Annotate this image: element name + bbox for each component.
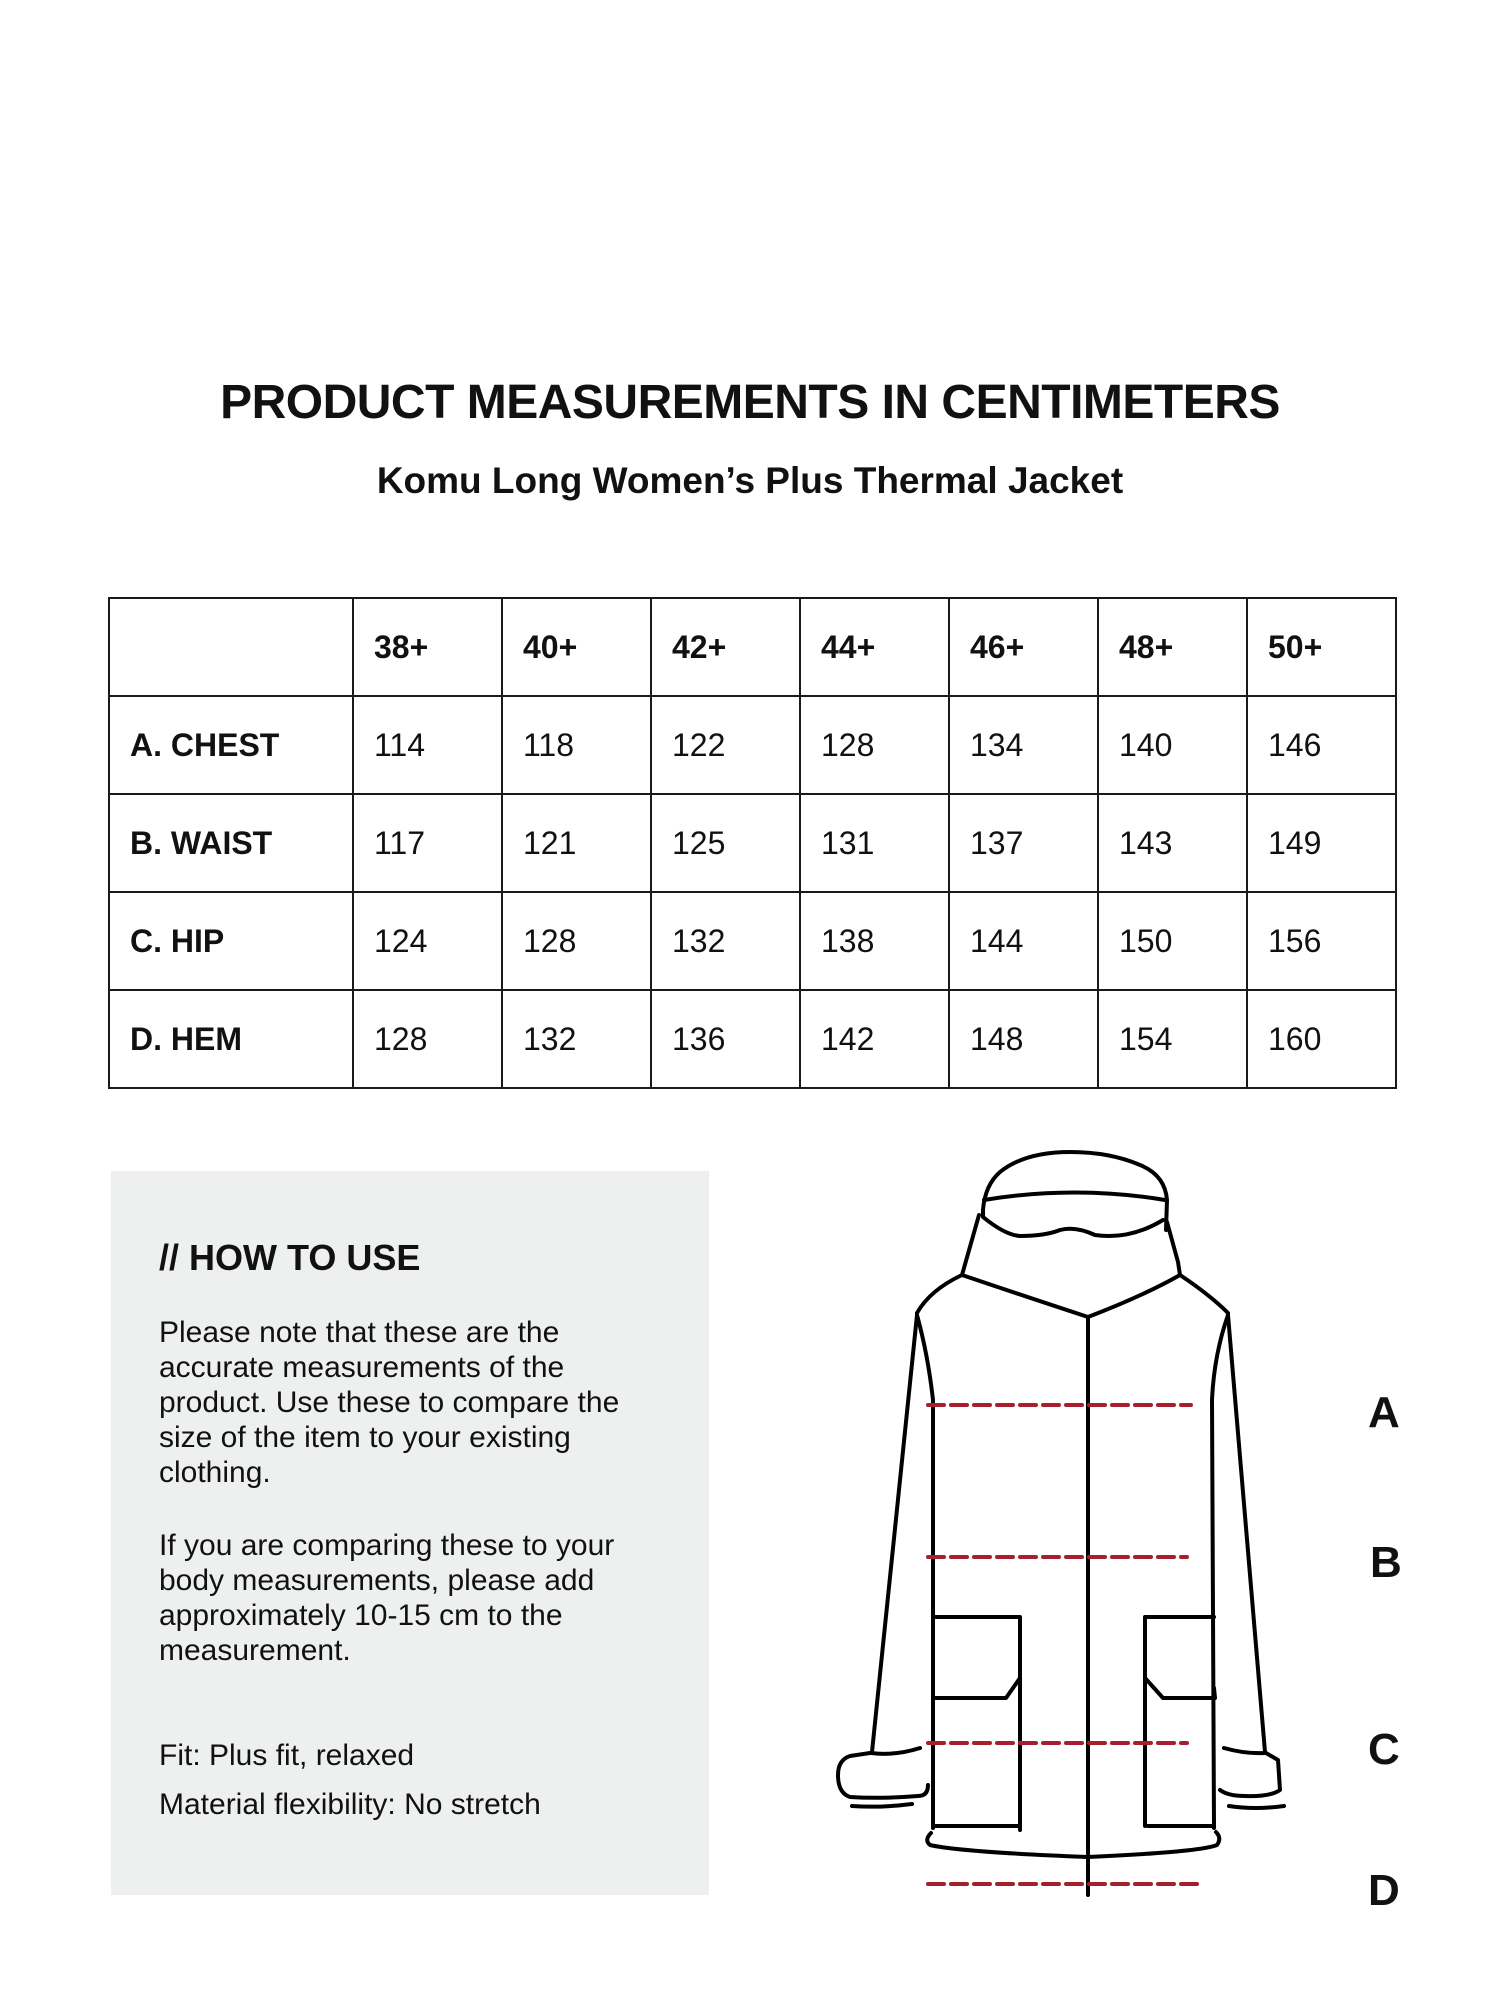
jacket-diagram [830,1140,1402,1940]
table-cell: 149 [1247,794,1396,892]
table-cell: 128 [502,892,651,990]
table-cell: 144 [949,892,1098,990]
table-row [109,990,1396,1088]
table-cell: 143 [1098,794,1247,892]
size-header: 50+ [1247,598,1396,696]
table-cell: 146 [1247,696,1396,794]
table-cell: 122 [651,696,800,794]
table-cell: 156 [1247,892,1396,990]
table-row [109,794,1396,892]
table-cell: 142 [800,990,949,1088]
table-cell: 154 [1098,990,1247,1088]
size-header: 46+ [949,598,1098,696]
table-cell: 128 [800,696,949,794]
label-chest: A [1368,1388,1400,1437]
label-hip: C [1368,1725,1400,1774]
label-waist: B [1370,1538,1402,1587]
table-cell: 114 [353,696,502,794]
table-header-row [109,598,1396,696]
row-label: D. HEM [109,990,353,1088]
size-header: 40+ [502,598,651,696]
page-title: PRODUCT MEASUREMENTS IN CENTIMETERS [220,376,1280,429]
table-cell: 117 [353,794,502,892]
table-cell: 150 [1098,892,1247,990]
table-cell: 124 [353,892,502,990]
row-label: B. WAIST [109,794,353,892]
table-cell: 131 [800,794,949,892]
size-header: 38+ [353,598,502,696]
table-cell: 128 [353,990,502,1088]
size-header: 42+ [651,598,800,696]
table-row [109,696,1396,794]
product-name: Komu Long Women’s Plus Thermal Jacket [376,460,1124,501]
how-to-use-heading: // HOW TO USE [159,1237,421,1278]
material-flexibility-info: Material flexibility: No stretch [159,1788,541,1821]
row-label: C. HIP [109,892,353,990]
table-cell: 148 [949,990,1098,1088]
how-to-use-paragraph: If you are comparing these to your body measurements, please add approximately 10-15 cm to the measurement. [159,1529,615,1667]
table-cell: 160 [1247,990,1396,1088]
row-label: A. CHEST [109,696,353,794]
table-cell: 118 [502,696,651,794]
table-cell: 125 [651,794,800,892]
table-corner-cell [109,598,353,696]
how-to-use-paragraph: Please note that these are the accurate measurements of the product. Use these to compare the size of the item to your existing clothing. [159,1316,620,1489]
size-chart-table [108,597,1397,1089]
table-cell: 121 [502,794,651,892]
how-to-use-panel [111,1171,709,1895]
table-cell: 132 [502,990,651,1088]
size-header: 44+ [800,598,949,696]
jacket-outline-icon [830,1140,1370,1940]
label-hem: D [1368,1866,1400,1915]
table-cell: 137 [949,794,1098,892]
table-cell: 132 [651,892,800,990]
table-cell: 138 [800,892,949,990]
fit-info: Fit: Plus fit, relaxed [159,1739,415,1772]
table-cell: 136 [651,990,800,1088]
size-header: 48+ [1098,598,1247,696]
table-row [109,892,1396,990]
table-cell: 134 [949,696,1098,794]
table-cell: 140 [1098,696,1247,794]
